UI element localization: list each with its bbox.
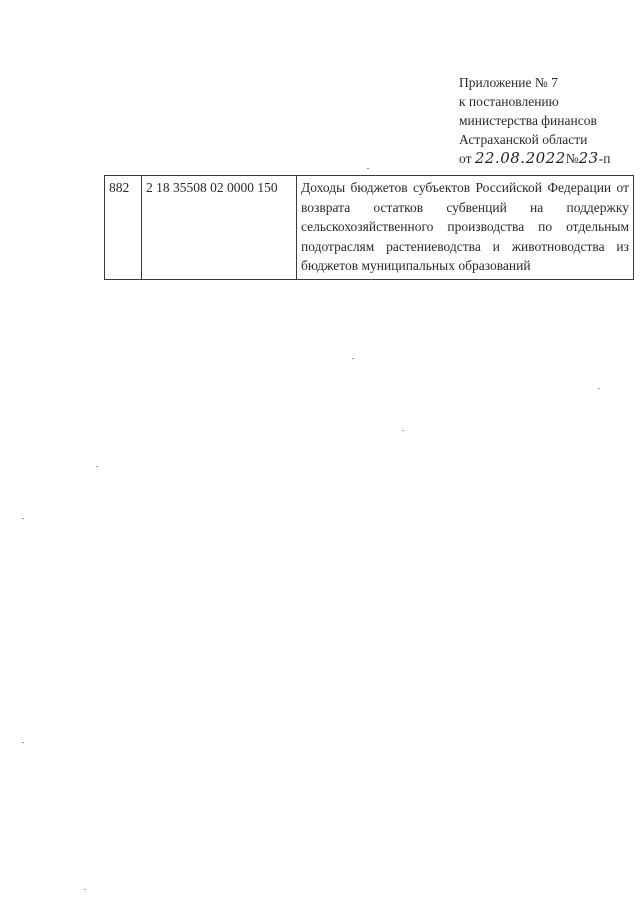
appendix-ministry: министерства финансов [459, 113, 597, 128]
scan-speck [22, 518, 24, 519]
number-sign: № [565, 151, 579, 166]
scan-speck [352, 358, 354, 359]
appendix-reference: к постановлению [459, 94, 559, 109]
scan-speck [96, 466, 98, 467]
appendix-region: Астраханской области [459, 132, 588, 147]
revenue-code-table [104, 175, 634, 280]
appendix-header [459, 73, 634, 168]
handwritten-number: 23 [578, 149, 599, 167]
date-prefix: от [459, 151, 475, 166]
scan-speck [22, 742, 24, 743]
scan-speck [367, 168, 369, 169]
budget-code-cell: 2 18 35508 02 0000 150 [142, 176, 297, 280]
scan-speck [402, 430, 404, 431]
scan-speck [84, 889, 86, 890]
appendix-title: Приложение № 7 [459, 75, 558, 90]
table-row [105, 176, 634, 280]
admin-code-cell: 882 [105, 176, 142, 280]
scan-speck [598, 388, 600, 389]
handwritten-date: 22.08.2022 [474, 149, 566, 167]
revenue-name-cell: Доходы бюджетов субъектов Российской Федерации от возврата остатков субвенций на поддержку сельскохозяйственного производства по отдельным подотраслям растениеводства и животноводства из бюджетов муниципальных образований [297, 176, 634, 280]
appendix-date-line [459, 149, 634, 168]
number-suffix: -п [598, 151, 611, 166]
